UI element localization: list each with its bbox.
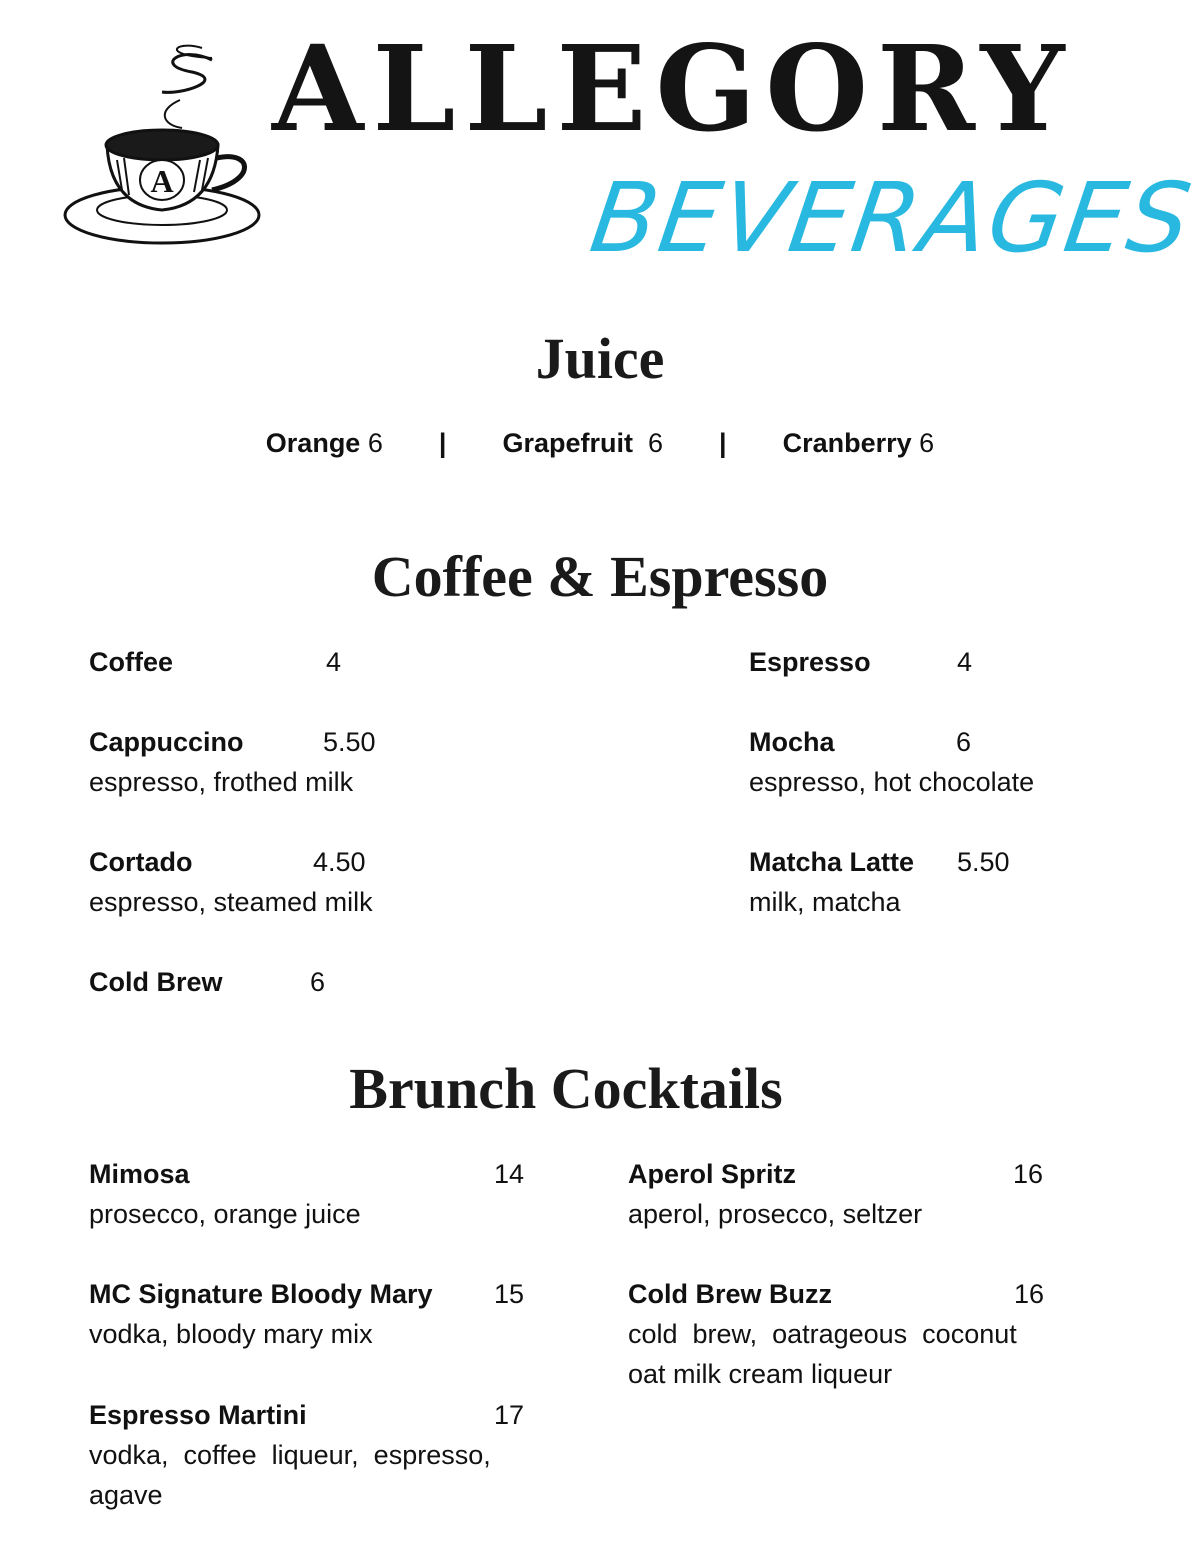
menu-item: Matcha Latte 5.50 milk, matcha — [749, 847, 1010, 917]
menu-item: Cold Brew 6 — [89, 967, 326, 997]
section-title-juice: Juice — [535, 326, 665, 391]
menu-item: Espresso 4 — [749, 647, 973, 677]
juice-item: Orange 6 — [265, 428, 383, 458]
juice-list — [0, 428, 1200, 459]
menu-item: Cold Brew Buzz 16 cold brew, oatrageous coconut oat milk cream liqueur — [628, 1279, 1045, 1389]
separator: | — [438, 428, 447, 458]
menu-item: Cappuccino 5.50 espresso, frothed milk — [89, 727, 376, 797]
separator: | — [719, 428, 727, 458]
menu-item: MC Signature Bloody Mary 15 vodka, bloody mary mix — [89, 1279, 525, 1349]
menu-item: Mimosa 14 prosecco, orange juice — [89, 1159, 525, 1229]
juice-item: Grapefruit 6 — [502, 428, 664, 458]
menu-item: Aperol Spritz 16 aperol, prosecco, seltzer — [628, 1159, 1044, 1229]
section-title-coffee: Coffee & Espresso — [371, 544, 829, 609]
menu-item: Espresso Martini 17 vodka, coffee liqueur, espresso, agave — [89, 1400, 525, 1510]
juice-item: Cranberry 6 — [782, 428, 935, 458]
menu-item: Cortado 4.50 espresso, steamed milk — [89, 847, 373, 917]
coffee-cup-logo-icon — [62, 40, 272, 255]
sub-brand-title: BEVERAGES — [584, 162, 1200, 274]
menu-item: Mocha 6 espresso, hot chocolate — [749, 727, 1035, 797]
menu-item: Coffee 4 — [89, 647, 342, 677]
brand-title: ALLEGORY — [272, 19, 1074, 158]
section-title-cocktails: Brunch Cocktails — [349, 1056, 783, 1121]
logo-letter: A — [150, 163, 174, 199]
